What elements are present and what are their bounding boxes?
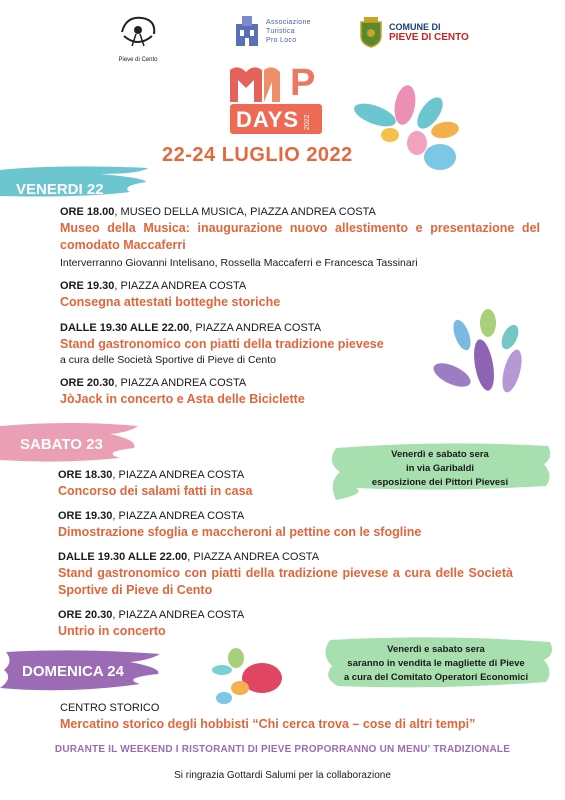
event-place: , PIAZZA ANDREA COSTA: [112, 510, 245, 522]
event-place: , PIAZZA ANDREA COSTA: [112, 609, 245, 621]
event-time: ORE 19.30: [60, 280, 115, 292]
logo2-line2: Turistica: [266, 27, 295, 35]
splash-decoration-middle: [432, 305, 527, 415]
event-title: JòJack in concerto e Asta delle Biciclette: [60, 392, 305, 406]
brand-letter-p: P: [290, 62, 316, 104]
event-time: DALLE 19.30 ALLE 22.00: [58, 551, 188, 563]
brand-year: 2022: [304, 114, 311, 130]
green-note-line: in via Garibaldi: [405, 463, 475, 474]
footer-thanks: Si ringrazia Gottardi Salumi per la collaborazione: [174, 770, 391, 781]
splash-decoration-top: [345, 85, 465, 180]
event-place: , PIAZZA ANDREA COSTA: [112, 469, 245, 481]
event-place: , PIAZZA ANDREA COSTA: [187, 551, 320, 563]
event-title: Consegna attestati botteghe storiche: [60, 295, 281, 309]
green-note-line: esposizione dei Pittori Pievesi: [371, 477, 509, 488]
event-place: , PIAZZA ANDREA COSTA: [114, 280, 247, 292]
event-place: , PIAZZA ANDREA COSTA: [114, 377, 247, 389]
logo-pro-loco: [232, 14, 311, 48]
event-title: Museo della Musica: inaugurazione nuovo allestimento e presentazione del comodato Maccaferri: [60, 221, 540, 252]
event-title: Stand gastronomico con piatti della tradizione pievese a cura delle Società Sportive di Pieve di Cento: [58, 566, 513, 597]
green-note-line: Venerdì e sabato sera: [387, 644, 485, 655]
event-note: a cura delle Società Sportive di Pieve di Cento: [60, 354, 276, 366]
event-title: Concorso dei salami fatti in casa: [58, 484, 253, 498]
green-note-magliette: [316, 643, 556, 685]
sabato-label: SABATO 23: [20, 436, 103, 453]
event-time: ORE 20.30: [60, 377, 115, 389]
venerdi-label: VENERDI 22: [16, 181, 104, 198]
logo3-line1: COMUNE DI: [389, 21, 441, 32]
event-date-title: 22-24 LUGLIO 2022: [162, 144, 353, 166]
event-place: , MUSEO DELLA MUSICA, PIAZZA ANDREA COSTA: [114, 206, 376, 218]
green-note-line: Venerdì e sabato sera: [391, 449, 489, 460]
event-note: Interverranno Giovanni Intelisano, Rossella Maccaferri e Francesca Tassinari: [60, 257, 418, 269]
event-item: [58, 469, 513, 500]
logo3-line2: PIEVE DI CENTO: [389, 31, 469, 43]
pro-loco-building-icon: [232, 14, 262, 48]
logo1-caption: Pieve di Cento: [118, 57, 158, 63]
event-item: [58, 510, 513, 541]
domenica-label: DOMENICA 24: [22, 663, 124, 680]
event-item: [58, 551, 513, 599]
event-place: , PIAZZA ANDREA COSTA: [189, 322, 322, 334]
brand-logo: [230, 64, 322, 140]
green-note-line: saranno in vendita le magliette di Pieve: [347, 658, 525, 669]
event-title: Untrio in concerto: [58, 624, 166, 638]
green-note-line: a cura del Comitato Operatori Economici: [343, 672, 529, 683]
logo2-line3: Pro Loco: [266, 36, 297, 44]
brand-days: DAYS: [236, 107, 300, 132]
logo2-line1: Associazione: [266, 18, 311, 26]
splash-decoration-bottom: [210, 648, 285, 710]
event-title: Mercatino storico degli hobbisti “Chi cerca trova – cose di altri tempi”: [60, 717, 476, 731]
pieve-emblem-icon: [112, 12, 164, 52]
event-title: Stand gastronomico con piatti della tradizione pievese: [60, 337, 384, 351]
sabato-events: [58, 469, 513, 640]
event-time: DALLE 19.30 ALLE 22.00: [60, 322, 190, 334]
footer-ristoranti: DURANTE IL WEEKEND I RISTORANTI DI PIEVE PROPORRANNO UN MENU' TRADIZIONALE: [54, 744, 511, 755]
event-time: ORE 19.30: [58, 510, 113, 522]
event-time: ORE 20.30: [58, 609, 113, 621]
logo-comune: [358, 16, 469, 48]
domenica-events: [60, 702, 530, 733]
comune-crest-icon: [358, 16, 384, 48]
event-place: CENTRO STORICO: [60, 702, 160, 714]
event-item: [60, 206, 540, 269]
logo-pieve-di-cento: [112, 12, 164, 62]
event-time: ORE 18.00: [60, 206, 115, 218]
event-time: ORE 18.30: [58, 469, 113, 481]
event-title: Dimostrazione sfoglia e maccheroni al pettine con le sfogline: [58, 525, 422, 539]
